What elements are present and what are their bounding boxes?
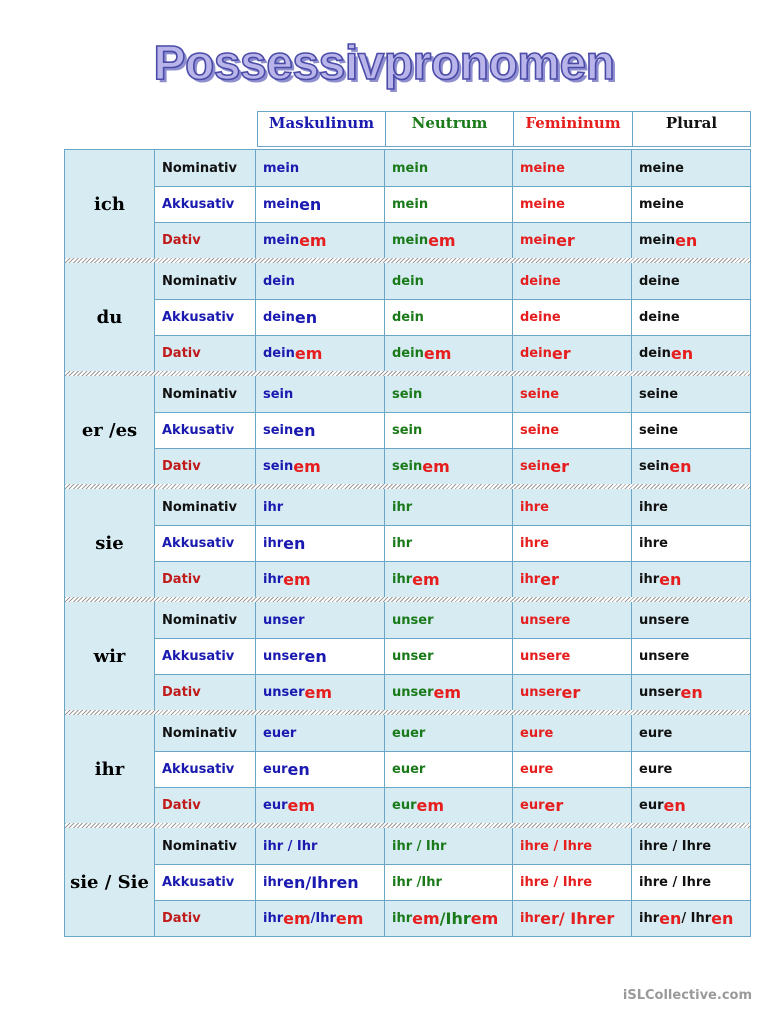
form-ending: en <box>299 195 322 214</box>
pronoun-block <box>64 489 751 597</box>
form-neutrum <box>385 901 513 936</box>
form-stem: ihr <box>263 572 284 587</box>
form-femininum <box>513 752 632 787</box>
form-femininum <box>513 187 632 222</box>
form-stem: ihr <box>392 536 413 551</box>
form-stem: dein <box>392 310 424 325</box>
case-label: Akkusativ <box>155 187 256 222</box>
form-stem: unser <box>392 685 434 700</box>
form-femininum <box>513 562 632 597</box>
possessive-table <box>64 111 751 937</box>
form-stem: meine <box>520 160 565 176</box>
form-plural <box>632 752 750 787</box>
form-plural <box>632 263 750 299</box>
form-ending: em <box>433 683 462 702</box>
case-label: Dativ <box>155 901 256 936</box>
form-femininum <box>513 675 632 710</box>
form-stem: dein <box>639 346 671 361</box>
form-ending: er <box>540 909 559 928</box>
table-body <box>64 149 751 937</box>
form-stem: mein <box>263 233 300 248</box>
form-stem: mein <box>263 160 300 176</box>
form-neutrum <box>385 715 513 751</box>
form-ending: en <box>670 344 694 363</box>
form-stem: euer <box>392 725 426 741</box>
form-maskulinum <box>256 223 385 258</box>
form-plural <box>632 526 750 561</box>
form-plural <box>632 489 750 525</box>
pronoun-block <box>64 602 751 710</box>
form-stem: unser <box>392 612 434 628</box>
pronoun-label: sie / Sie <box>65 828 155 936</box>
form-stem: ihr / Ihr <box>392 838 447 854</box>
form-maskulinum <box>256 187 385 222</box>
form-ending: em <box>294 344 323 363</box>
pronoun-block <box>64 715 751 823</box>
form-stem: meine <box>639 160 684 176</box>
form-ending: en <box>711 909 734 928</box>
form-ending: en <box>659 909 682 928</box>
form-stem: ihre / Ihre <box>639 875 712 890</box>
form-femininum <box>513 865 632 900</box>
form-neutrum <box>385 828 513 864</box>
pronoun-block <box>64 828 751 937</box>
form-stem: ihr <box>263 499 284 515</box>
case-rows <box>155 602 750 710</box>
form-stem: eure <box>520 762 554 777</box>
form-stem: eure <box>520 725 554 741</box>
form-ending: em <box>412 570 440 589</box>
form-femininum <box>513 376 632 412</box>
form-stem: ihr <box>520 572 541 587</box>
table-row <box>155 489 750 525</box>
form-stem: deine <box>639 273 680 289</box>
form-femininum <box>513 526 632 561</box>
pronoun-block <box>64 263 751 371</box>
form-neutrum <box>385 150 513 186</box>
pronoun-block <box>64 376 751 484</box>
table-row <box>155 376 750 412</box>
form-maskulinum <box>256 715 385 751</box>
form-stem: eur <box>392 798 417 813</box>
case-label: Akkusativ <box>155 752 256 787</box>
form-maskulinum <box>256 300 385 335</box>
case-rows <box>155 376 750 484</box>
case-label: Dativ <box>155 675 256 710</box>
form-neutrum <box>385 865 513 900</box>
form-stem: sein <box>392 386 423 402</box>
form-ending: em <box>412 909 440 928</box>
form-stem: eur <box>263 798 288 813</box>
form-femininum <box>513 489 632 525</box>
pronoun-label: sie <box>65 489 155 597</box>
table-row <box>155 222 750 258</box>
form-ending: er <box>540 570 559 589</box>
form-stem: ihre <box>639 499 668 515</box>
form-stem: dein <box>263 310 295 325</box>
table-row <box>155 299 750 335</box>
form-stem: ihre <box>520 536 549 551</box>
form-neutrum <box>385 526 513 561</box>
form-stem: ihr <box>639 911 660 926</box>
form-stem: unsere <box>520 612 571 628</box>
form-maskulinum <box>256 788 385 823</box>
form-stem: unser <box>639 685 681 700</box>
form-ending: em <box>470 909 499 928</box>
form-femininum <box>513 263 632 299</box>
table-row <box>155 186 750 222</box>
form-maskulinum <box>256 413 385 448</box>
header-plural: Plural <box>633 111 751 147</box>
form-stem: dein <box>263 346 295 361</box>
form-stem: unser <box>520 685 562 700</box>
form-plural <box>632 336 750 371</box>
form-ending: en <box>287 760 310 779</box>
form-stem: sein <box>392 459 423 474</box>
case-label: Nominativ <box>155 828 256 864</box>
form-stem: deine <box>520 273 561 289</box>
form-stem: deine <box>639 310 680 325</box>
form-femininum <box>513 223 632 258</box>
form-ending: en <box>293 421 316 440</box>
form-ending: en <box>283 534 306 553</box>
table-row <box>155 150 750 186</box>
form-stem: unser <box>263 649 305 664</box>
table-row <box>155 263 750 299</box>
form-plural <box>632 901 750 936</box>
pronoun-label: du <box>65 263 155 371</box>
form-femininum <box>513 300 632 335</box>
form-plural <box>632 223 750 258</box>
case-rows <box>155 263 750 371</box>
pronoun-block <box>64 149 751 258</box>
table-row <box>155 412 750 448</box>
form-neutrum <box>385 376 513 412</box>
form-maskulinum <box>256 336 385 371</box>
form-neutrum <box>385 449 513 484</box>
form-stem: ihr <box>392 911 413 926</box>
form-stem: eur <box>520 798 545 813</box>
form-stem: seine <box>520 423 560 438</box>
form-maskulinum <box>256 865 385 900</box>
form-ending: en <box>659 570 682 589</box>
form-ending: em <box>287 796 316 815</box>
form-maskulinum <box>256 489 385 525</box>
form-stem: ihr <box>392 572 413 587</box>
header-femininum: Femininum <box>514 111 633 147</box>
table-row <box>155 787 750 823</box>
header-maskulinum: Maskulinum <box>257 111 386 147</box>
form-ending: em <box>299 231 327 250</box>
form-stem: eur <box>639 798 664 813</box>
form-stem: eure <box>639 762 673 777</box>
form-maskulinum <box>256 752 385 787</box>
case-label: Dativ <box>155 336 256 371</box>
form-stem: /Ihr <box>310 911 336 926</box>
table-row <box>155 638 750 674</box>
form-stem: mein <box>639 233 676 248</box>
form-stem: ihr <box>263 875 284 890</box>
form-ending: er <box>595 909 615 928</box>
form-stem: sein <box>639 459 670 474</box>
form-ending: / Ihr <box>558 909 596 928</box>
form-stem: euer <box>263 725 297 741</box>
form-ending: er <box>550 457 570 476</box>
form-femininum <box>513 602 632 638</box>
form-stem: unsere <box>520 649 571 664</box>
form-ending: em <box>283 909 311 928</box>
form-stem: dein <box>520 346 552 361</box>
case-label: Akkusativ <box>155 639 256 674</box>
form-stem: unser <box>263 612 305 628</box>
case-label: Dativ <box>155 788 256 823</box>
header-blank <box>64 111 257 147</box>
case-label: Nominativ <box>155 263 256 299</box>
form-neutrum <box>385 336 513 371</box>
form-stem: eure <box>639 725 673 741</box>
form-plural <box>632 865 750 900</box>
form-stem: ihr <box>520 911 541 926</box>
form-femininum <box>513 639 632 674</box>
form-femininum <box>513 901 632 936</box>
form-stem: euer <box>392 762 426 777</box>
form-stem: unsere <box>639 649 690 664</box>
table-row <box>155 335 750 371</box>
case-label: Nominativ <box>155 376 256 412</box>
form-stem: ihr /Ihr <box>392 875 442 890</box>
case-rows <box>155 715 750 823</box>
form-plural <box>632 187 750 222</box>
case-label: Akkusativ <box>155 413 256 448</box>
form-maskulinum <box>256 150 385 186</box>
form-neutrum <box>385 675 513 710</box>
form-maskulinum <box>256 263 385 299</box>
form-neutrum <box>385 639 513 674</box>
form-neutrum <box>385 602 513 638</box>
form-stem: ihre <box>520 499 549 515</box>
case-label: Dativ <box>155 223 256 258</box>
case-label: Dativ <box>155 449 256 484</box>
form-stem: ihr <box>263 536 284 551</box>
form-stem: ihre / Ihre <box>639 838 712 854</box>
form-stem: ihre / Ihre <box>520 875 593 890</box>
table-row <box>155 602 750 638</box>
form-ending: en <box>675 231 698 250</box>
case-label: Nominativ <box>155 602 256 638</box>
case-label: Akkusativ <box>155 865 256 900</box>
form-ending: er <box>551 344 571 363</box>
form-ending: em <box>428 231 456 250</box>
form-ending: em <box>423 344 452 363</box>
header-neutrum: Neutrum <box>386 111 514 147</box>
form-femininum <box>513 828 632 864</box>
form-neutrum <box>385 489 513 525</box>
form-ending: er <box>544 796 564 815</box>
form-ending: em <box>293 457 321 476</box>
form-neutrum <box>385 223 513 258</box>
form-stem: unser <box>263 685 305 700</box>
form-plural <box>632 639 750 674</box>
form-stem: ihre / Ihre <box>520 838 593 854</box>
form-stem: sein <box>263 459 294 474</box>
form-stem: mein <box>392 160 429 176</box>
form-stem: meine <box>520 197 565 212</box>
form-femininum <box>513 336 632 371</box>
form-stem: seine <box>520 386 560 402</box>
form-maskulinum <box>256 562 385 597</box>
form-plural <box>632 150 750 186</box>
table-row <box>155 864 750 900</box>
form-maskulinum <box>256 602 385 638</box>
form-ending: en <box>663 796 686 815</box>
form-stem: seine <box>639 423 679 438</box>
pronoun-label: er /es <box>65 376 155 484</box>
form-femininum <box>513 413 632 448</box>
form-neutrum <box>385 413 513 448</box>
form-ending: em <box>422 457 450 476</box>
form-stem: eur <box>263 762 288 777</box>
form-femininum <box>513 715 632 751</box>
table-row <box>155 751 750 787</box>
case-rows <box>155 150 750 258</box>
form-ending: en <box>680 683 703 702</box>
table-header-row <box>64 111 751 147</box>
form-ending: em <box>283 570 311 589</box>
form-stem: mein <box>392 233 429 248</box>
case-label: Akkusativ <box>155 526 256 561</box>
form-stem: dein <box>263 273 295 289</box>
case-rows <box>155 489 750 597</box>
form-stem: sein <box>520 459 551 474</box>
watermark: iSLCollective.com <box>622 988 752 1003</box>
form-maskulinum <box>256 675 385 710</box>
form-stem: ihr / Ihr <box>263 838 318 854</box>
form-femininum <box>513 449 632 484</box>
form-ending: en <box>669 457 692 476</box>
form-ending: en <box>304 647 327 666</box>
form-plural <box>632 602 750 638</box>
form-maskulinum <box>256 376 385 412</box>
form-plural <box>632 828 750 864</box>
form-femininum <box>513 788 632 823</box>
table-row <box>155 525 750 561</box>
form-ending: em <box>304 683 333 702</box>
form-stem: meine <box>639 197 684 212</box>
form-stem: ihr <box>263 911 284 926</box>
form-plural <box>632 376 750 412</box>
table-row <box>155 900 750 936</box>
table-row <box>155 715 750 751</box>
case-rows <box>155 828 750 936</box>
form-neutrum <box>385 263 513 299</box>
page-title: Possessivpronomen <box>153 37 615 90</box>
form-stem: ihr <box>639 572 660 587</box>
form-stem: seine <box>639 386 679 402</box>
form-neutrum <box>385 300 513 335</box>
case-label: Nominativ <box>155 489 256 525</box>
form-maskulinum <box>256 828 385 864</box>
form-ending: en <box>294 308 318 327</box>
form-plural <box>632 562 750 597</box>
case-label: Nominativ <box>155 150 256 186</box>
form-plural <box>632 413 750 448</box>
form-ending: /Ihr <box>439 909 471 928</box>
case-label: Nominativ <box>155 715 256 751</box>
form-maskulinum <box>256 526 385 561</box>
form-maskulinum <box>256 449 385 484</box>
form-stem: sein <box>392 423 423 438</box>
form-ending: em <box>416 796 445 815</box>
form-stem: unsere <box>639 612 690 628</box>
form-femininum <box>513 150 632 186</box>
form-stem: mein <box>520 233 557 248</box>
form-stem: mein <box>263 197 300 212</box>
table-row <box>155 674 750 710</box>
pronoun-label: ich <box>65 150 155 258</box>
form-neutrum <box>385 562 513 597</box>
form-stem: dein <box>392 273 424 289</box>
pronoun-label: wir <box>65 602 155 710</box>
form-ending: em <box>335 909 364 928</box>
form-stem: unser <box>392 649 434 664</box>
form-stem: ihr <box>392 499 413 515</box>
case-label: Dativ <box>155 562 256 597</box>
form-stem: ihre <box>639 536 668 551</box>
form-plural <box>632 675 750 710</box>
pronoun-label: ihr <box>65 715 155 823</box>
form-stem: deine <box>520 310 561 325</box>
case-label: Akkusativ <box>155 300 256 335</box>
form-stem: mein <box>392 197 429 212</box>
form-ending: er <box>561 683 581 702</box>
form-stem: / Ihr <box>681 911 712 926</box>
table-row <box>155 828 750 864</box>
form-stem: sein <box>263 386 294 402</box>
form-plural <box>632 788 750 823</box>
form-maskulinum <box>256 639 385 674</box>
form-plural <box>632 715 750 751</box>
form-ending: er <box>556 231 575 250</box>
form-maskulinum <box>256 901 385 936</box>
form-plural <box>632 449 750 484</box>
table-row <box>155 448 750 484</box>
form-plural <box>632 300 750 335</box>
form-neutrum <box>385 788 513 823</box>
form-ending: /Ihr <box>305 873 337 892</box>
form-stem: dein <box>392 346 424 361</box>
table-row <box>155 561 750 597</box>
form-ending: en <box>283 873 306 892</box>
form-neutrum <box>385 187 513 222</box>
form-stem: sein <box>263 423 294 438</box>
form-neutrum <box>385 752 513 787</box>
form-ending: en <box>336 873 359 892</box>
